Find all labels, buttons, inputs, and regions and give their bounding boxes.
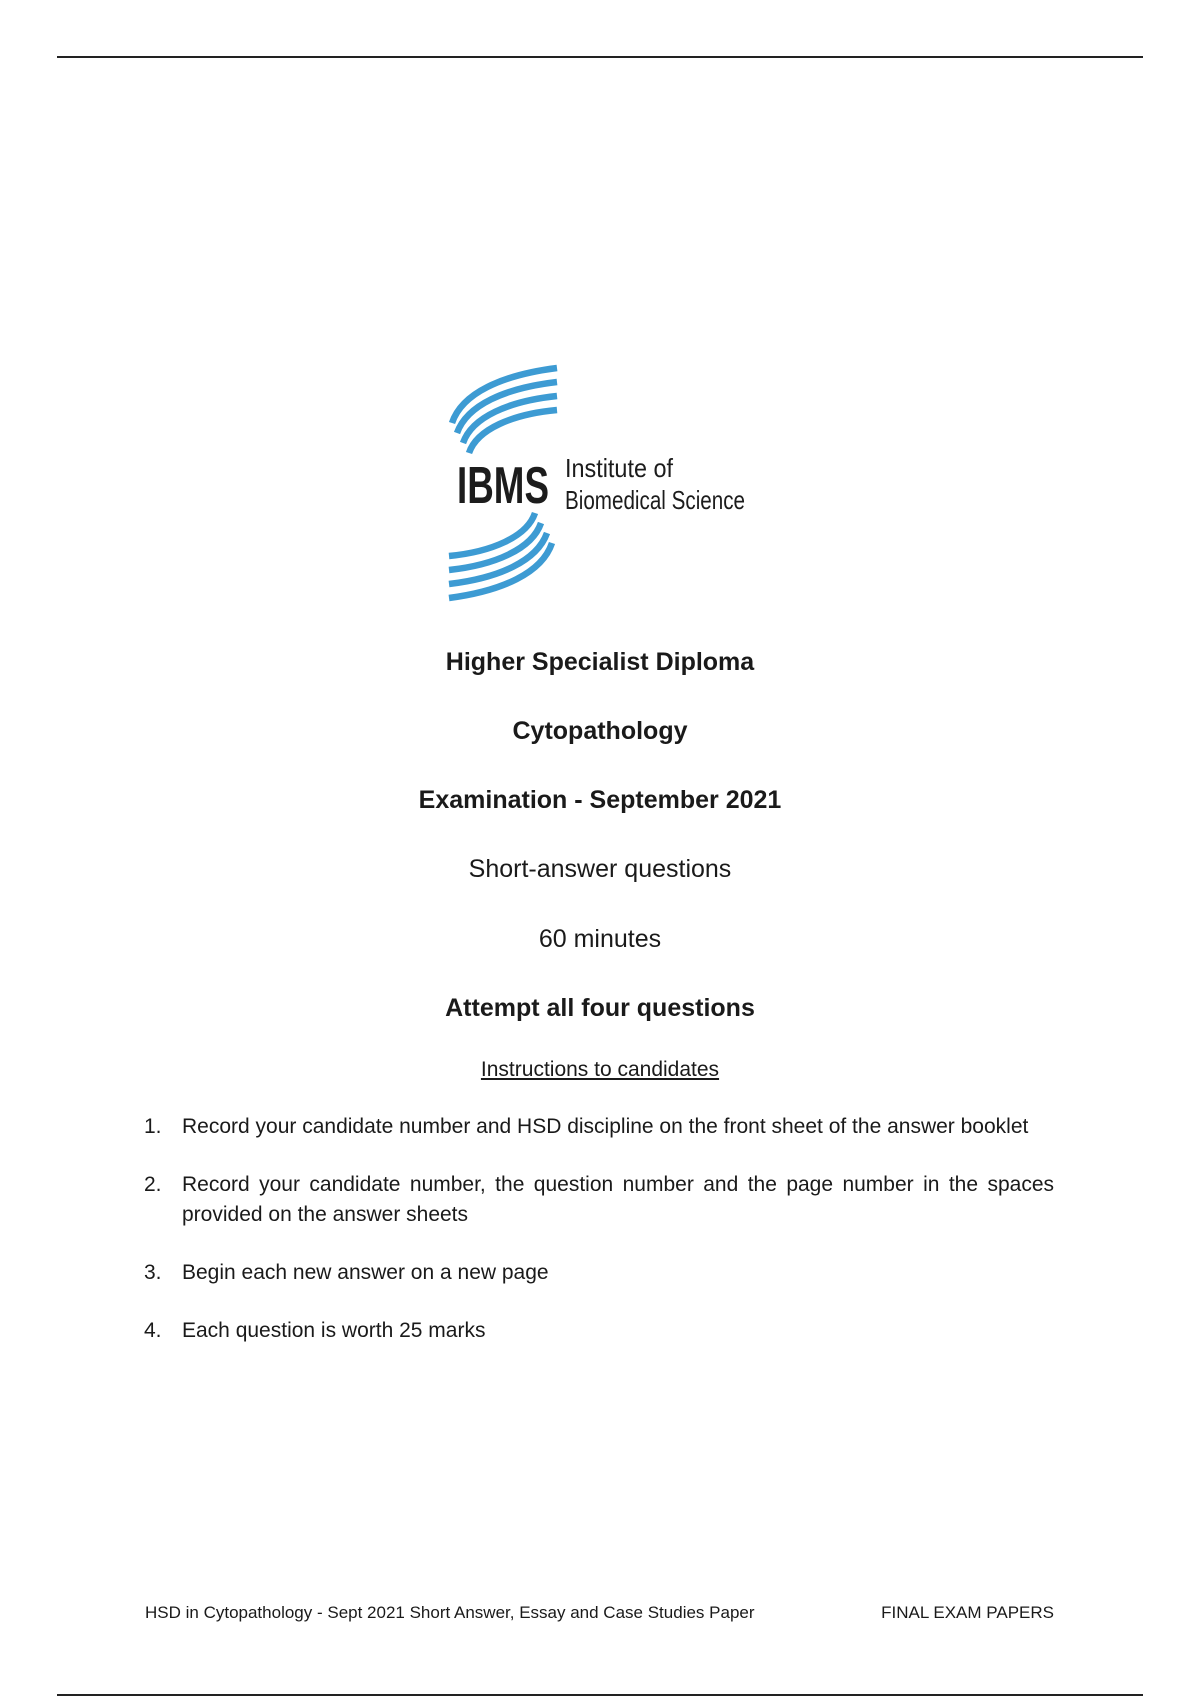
instruction-item-1 xyxy=(144,1112,1054,1142)
bottom-rule xyxy=(57,1694,1143,1696)
instruction-number: 2. xyxy=(144,1173,162,1196)
instruction-item-4 xyxy=(144,1316,1054,1346)
instruction-item-3 xyxy=(144,1258,1054,1288)
logo-line-1: Institute of xyxy=(565,453,674,483)
instruction-number: 1. xyxy=(144,1115,162,1138)
top-rule xyxy=(57,56,1143,58)
exam-duration: 60 minutes xyxy=(538,925,662,953)
instruction-number: 4. xyxy=(144,1319,162,1342)
instructions-list xyxy=(144,1112,1054,1374)
diploma-title: Higher Specialist Diploma xyxy=(445,648,755,676)
logo-acronym: IBMS xyxy=(457,457,549,515)
instruction-number: 3. xyxy=(144,1261,162,1284)
instruction-text: Each question is worth 25 marks xyxy=(182,1319,486,1342)
footer-paper-title: HSD in Cytopathology - Sept 2021 Short Answer, Essay and Case Studies Paper xyxy=(145,1603,755,1622)
instruction-item-2 xyxy=(144,1170,1054,1230)
discipline-title: Cytopathology xyxy=(512,717,688,745)
ibms-logo xyxy=(447,363,747,603)
question-type: Short-answer questions xyxy=(468,855,732,883)
ibms-logo-graphic xyxy=(447,363,747,603)
instructions-heading: Instructions to candidates xyxy=(480,1058,720,1081)
instruction-text: Record your candidate number, the question number and the page number in the spaces provided on the answer sheets xyxy=(182,1173,1054,1226)
logo-line-2: Biomedical Science xyxy=(565,485,745,515)
instruction-text: Begin each new answer on a new page xyxy=(182,1261,549,1284)
footer-label: FINAL EXAM PAPERS xyxy=(881,1603,1054,1622)
exam-date-title: Examination - September 2021 xyxy=(418,786,782,814)
attempt-notice: Attempt all four questions xyxy=(445,994,755,1022)
instruction-text: Record your candidate number and HSD discipline on the front sheet of the answer booklet xyxy=(182,1115,1029,1138)
